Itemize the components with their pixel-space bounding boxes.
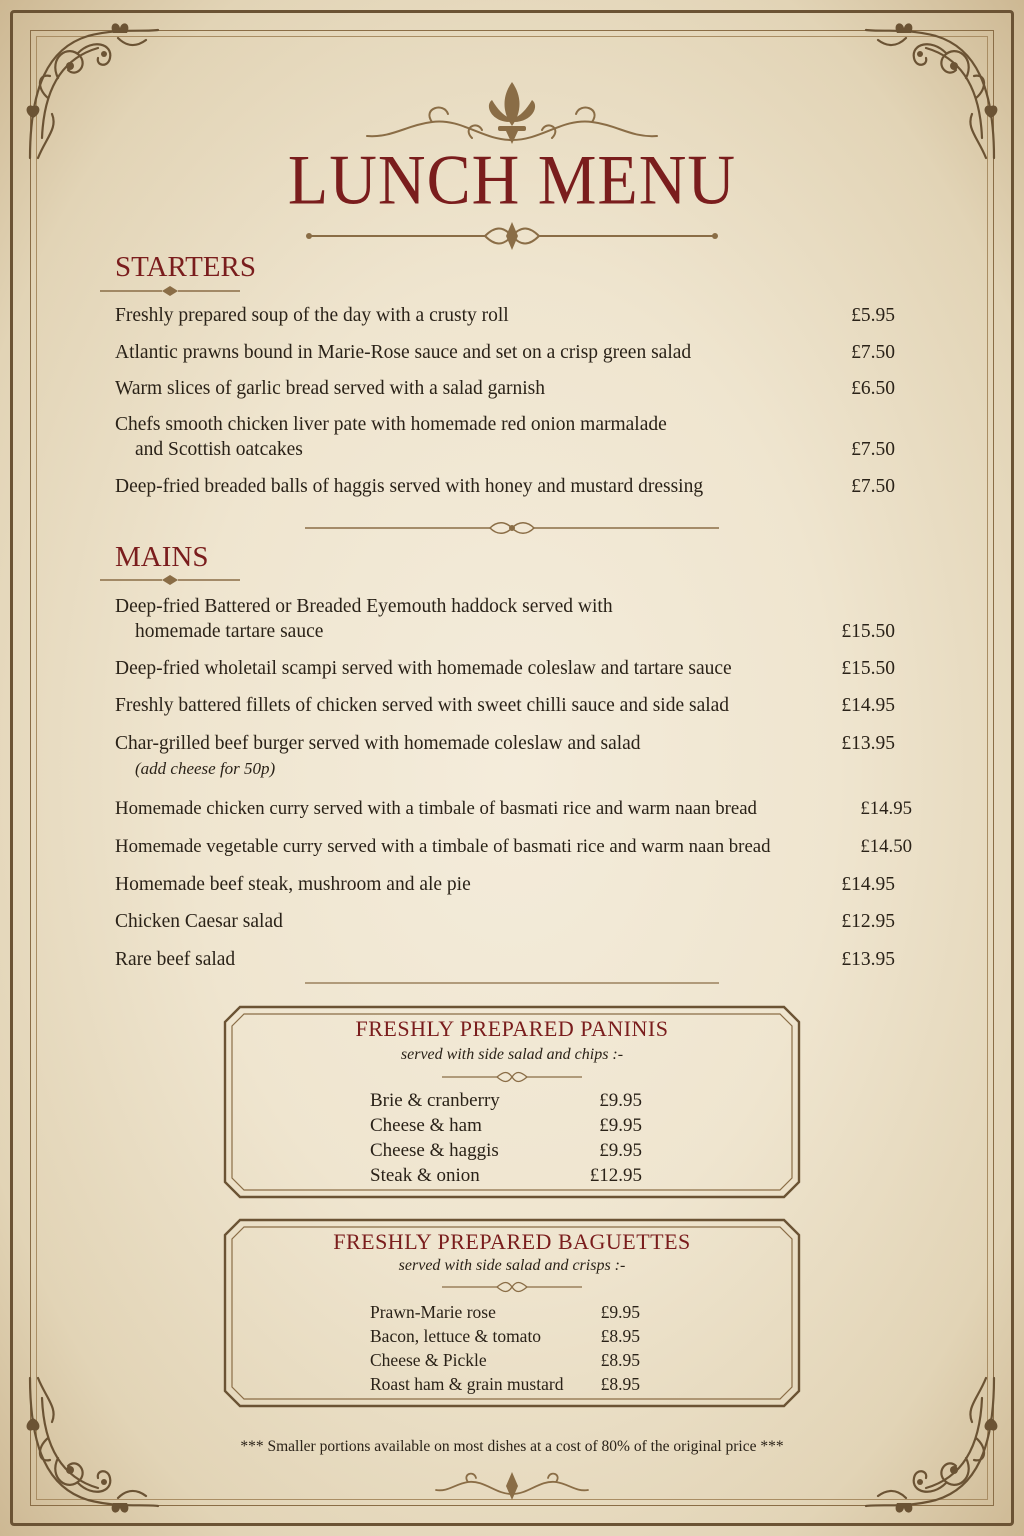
title-divider-ornament	[305, 220, 719, 252]
item-note: (add cheese for 50p)	[135, 759, 276, 778]
item-description-cont: and Scottish oatcakes	[135, 439, 303, 460]
item-price: £12.95	[841, 911, 895, 932]
main-item	[115, 909, 895, 934]
item-description: Chefs smooth chicken liver pate with homemade red onion marmalade	[115, 414, 667, 435]
item-description: Freshly prepared soup of the day with a crusty roll	[115, 305, 509, 326]
main-item	[115, 594, 895, 644]
item-price: £5.95	[851, 305, 895, 326]
item-price: £7.50	[851, 342, 895, 363]
starter-item	[115, 340, 895, 365]
section-underline	[100, 574, 240, 586]
baguette-name: Bacon, lettuce & tomato	[370, 1326, 542, 1346]
item-description: Chicken Caesar salad	[115, 911, 283, 932]
paninis-title: FRESHLY PREPARED PANINIS	[355, 1016, 669, 1041]
baguette-item	[370, 1350, 640, 1371]
item-description: Deep-fried Battered or Breaded Eyemouth haddock served with	[115, 596, 613, 617]
item-description: Freshly battered fillets of chicken served with sweet chilli sauce and side salad	[115, 695, 730, 716]
bottom-flourish-icon	[430, 1468, 594, 1504]
item-price: £15.50	[841, 621, 895, 642]
section-divider-line	[305, 978, 719, 988]
main-item	[115, 693, 895, 718]
panini-item	[370, 1090, 642, 1112]
panini-name: Cheese & ham	[370, 1115, 482, 1136]
starters-heading: STARTERS	[115, 251, 256, 283]
baguettes-title: FRESHLY PREPARED BAGUETTES	[333, 1229, 691, 1254]
item-description: Rare beef salad	[115, 949, 236, 970]
panini-item	[370, 1115, 642, 1137]
item-description: Homemade vegetable curry served with a timbale of basmati rice and warm naan bread	[115, 836, 771, 857]
baguettes-box	[222, 1217, 802, 1409]
baguette-price: £8.95	[600, 1374, 640, 1394]
section-divider-ornament	[305, 518, 719, 538]
panini-name: Brie & cranberry	[370, 1090, 500, 1111]
panini-price: £9.95	[599, 1115, 642, 1136]
main-item	[115, 796, 912, 821]
paninis-subtitle: served with side salad and chips :-	[400, 1046, 624, 1063]
panini-price: £9.95	[599, 1090, 642, 1111]
panini-name: Steak & onion	[370, 1165, 480, 1186]
item-price: £14.95	[841, 874, 895, 895]
panini-item	[370, 1165, 642, 1187]
panini-price: £12.95	[589, 1165, 642, 1186]
portions-footnote: *** Smaller portions available on most dishes at a cost of 80% of the original price ***	[240, 1438, 784, 1455]
baguette-item	[370, 1374, 640, 1395]
item-description: Warm slices of garlic bread served with a salad garnish	[115, 378, 545, 399]
main-item	[115, 731, 895, 781]
item-price: £6.50	[851, 378, 895, 399]
baguette-price: £8.95	[600, 1350, 640, 1370]
item-price: £13.95	[841, 733, 895, 754]
item-price: £14.50	[860, 836, 912, 857]
main-item	[115, 834, 912, 859]
item-price: £15.50	[841, 658, 895, 679]
paninis-box	[222, 1004, 802, 1200]
baguette-item	[370, 1302, 640, 1323]
item-price: £7.50	[851, 439, 895, 460]
page-title: LUNCH MENU	[287, 141, 737, 220]
starter-item	[115, 474, 895, 499]
item-description: Homemade beef steak, mushroom and ale pie	[115, 874, 471, 895]
baguette-name: Prawn-Marie rose	[370, 1302, 496, 1322]
main-item	[115, 872, 895, 897]
item-description-cont: homemade tartare sauce	[135, 621, 324, 642]
panini-price: £9.95	[599, 1140, 642, 1161]
item-description: Atlantic prawns bound in Marie-Rose sauce and set on a crisp green salad	[115, 342, 692, 363]
panini-name: Cheese & haggis	[370, 1140, 499, 1161]
baguette-name: Roast ham & grain mustard	[370, 1374, 564, 1394]
mains-heading: MAINS	[115, 541, 209, 573]
starter-item	[115, 412, 895, 462]
starter-item	[115, 303, 895, 328]
main-item	[115, 656, 895, 681]
item-price: £13.95	[841, 949, 895, 970]
item-price: £14.95	[841, 695, 895, 716]
item-description: Deep-fried wholetail scampi served with homemade coleslaw and tartare sauce	[115, 658, 732, 679]
section-underline	[100, 285, 240, 297]
item-description: Deep-fried breaded balls of haggis served with honey and mustard dressing	[115, 476, 704, 497]
item-price: £14.95	[860, 798, 912, 819]
baguette-price: £9.95	[600, 1302, 640, 1322]
box-divider-ornament	[442, 1280, 582, 1294]
box-divider-ornament	[442, 1070, 582, 1084]
main-item	[115, 947, 895, 972]
item-description: Homemade chicken curry served with a timbale of basmati rice and warm naan bread	[115, 798, 757, 819]
item-price: £7.50	[851, 476, 895, 497]
panini-item	[370, 1140, 642, 1162]
baguette-item	[370, 1326, 640, 1347]
starter-item	[115, 376, 895, 401]
baguette-name: Cheese & Pickle	[370, 1350, 487, 1370]
item-description: Char-grilled beef burger served with homemade coleslaw and salad	[115, 733, 641, 754]
baguettes-subtitle: served with side salad and crisps :-	[398, 1257, 626, 1274]
baguette-price: £8.95	[600, 1326, 640, 1346]
